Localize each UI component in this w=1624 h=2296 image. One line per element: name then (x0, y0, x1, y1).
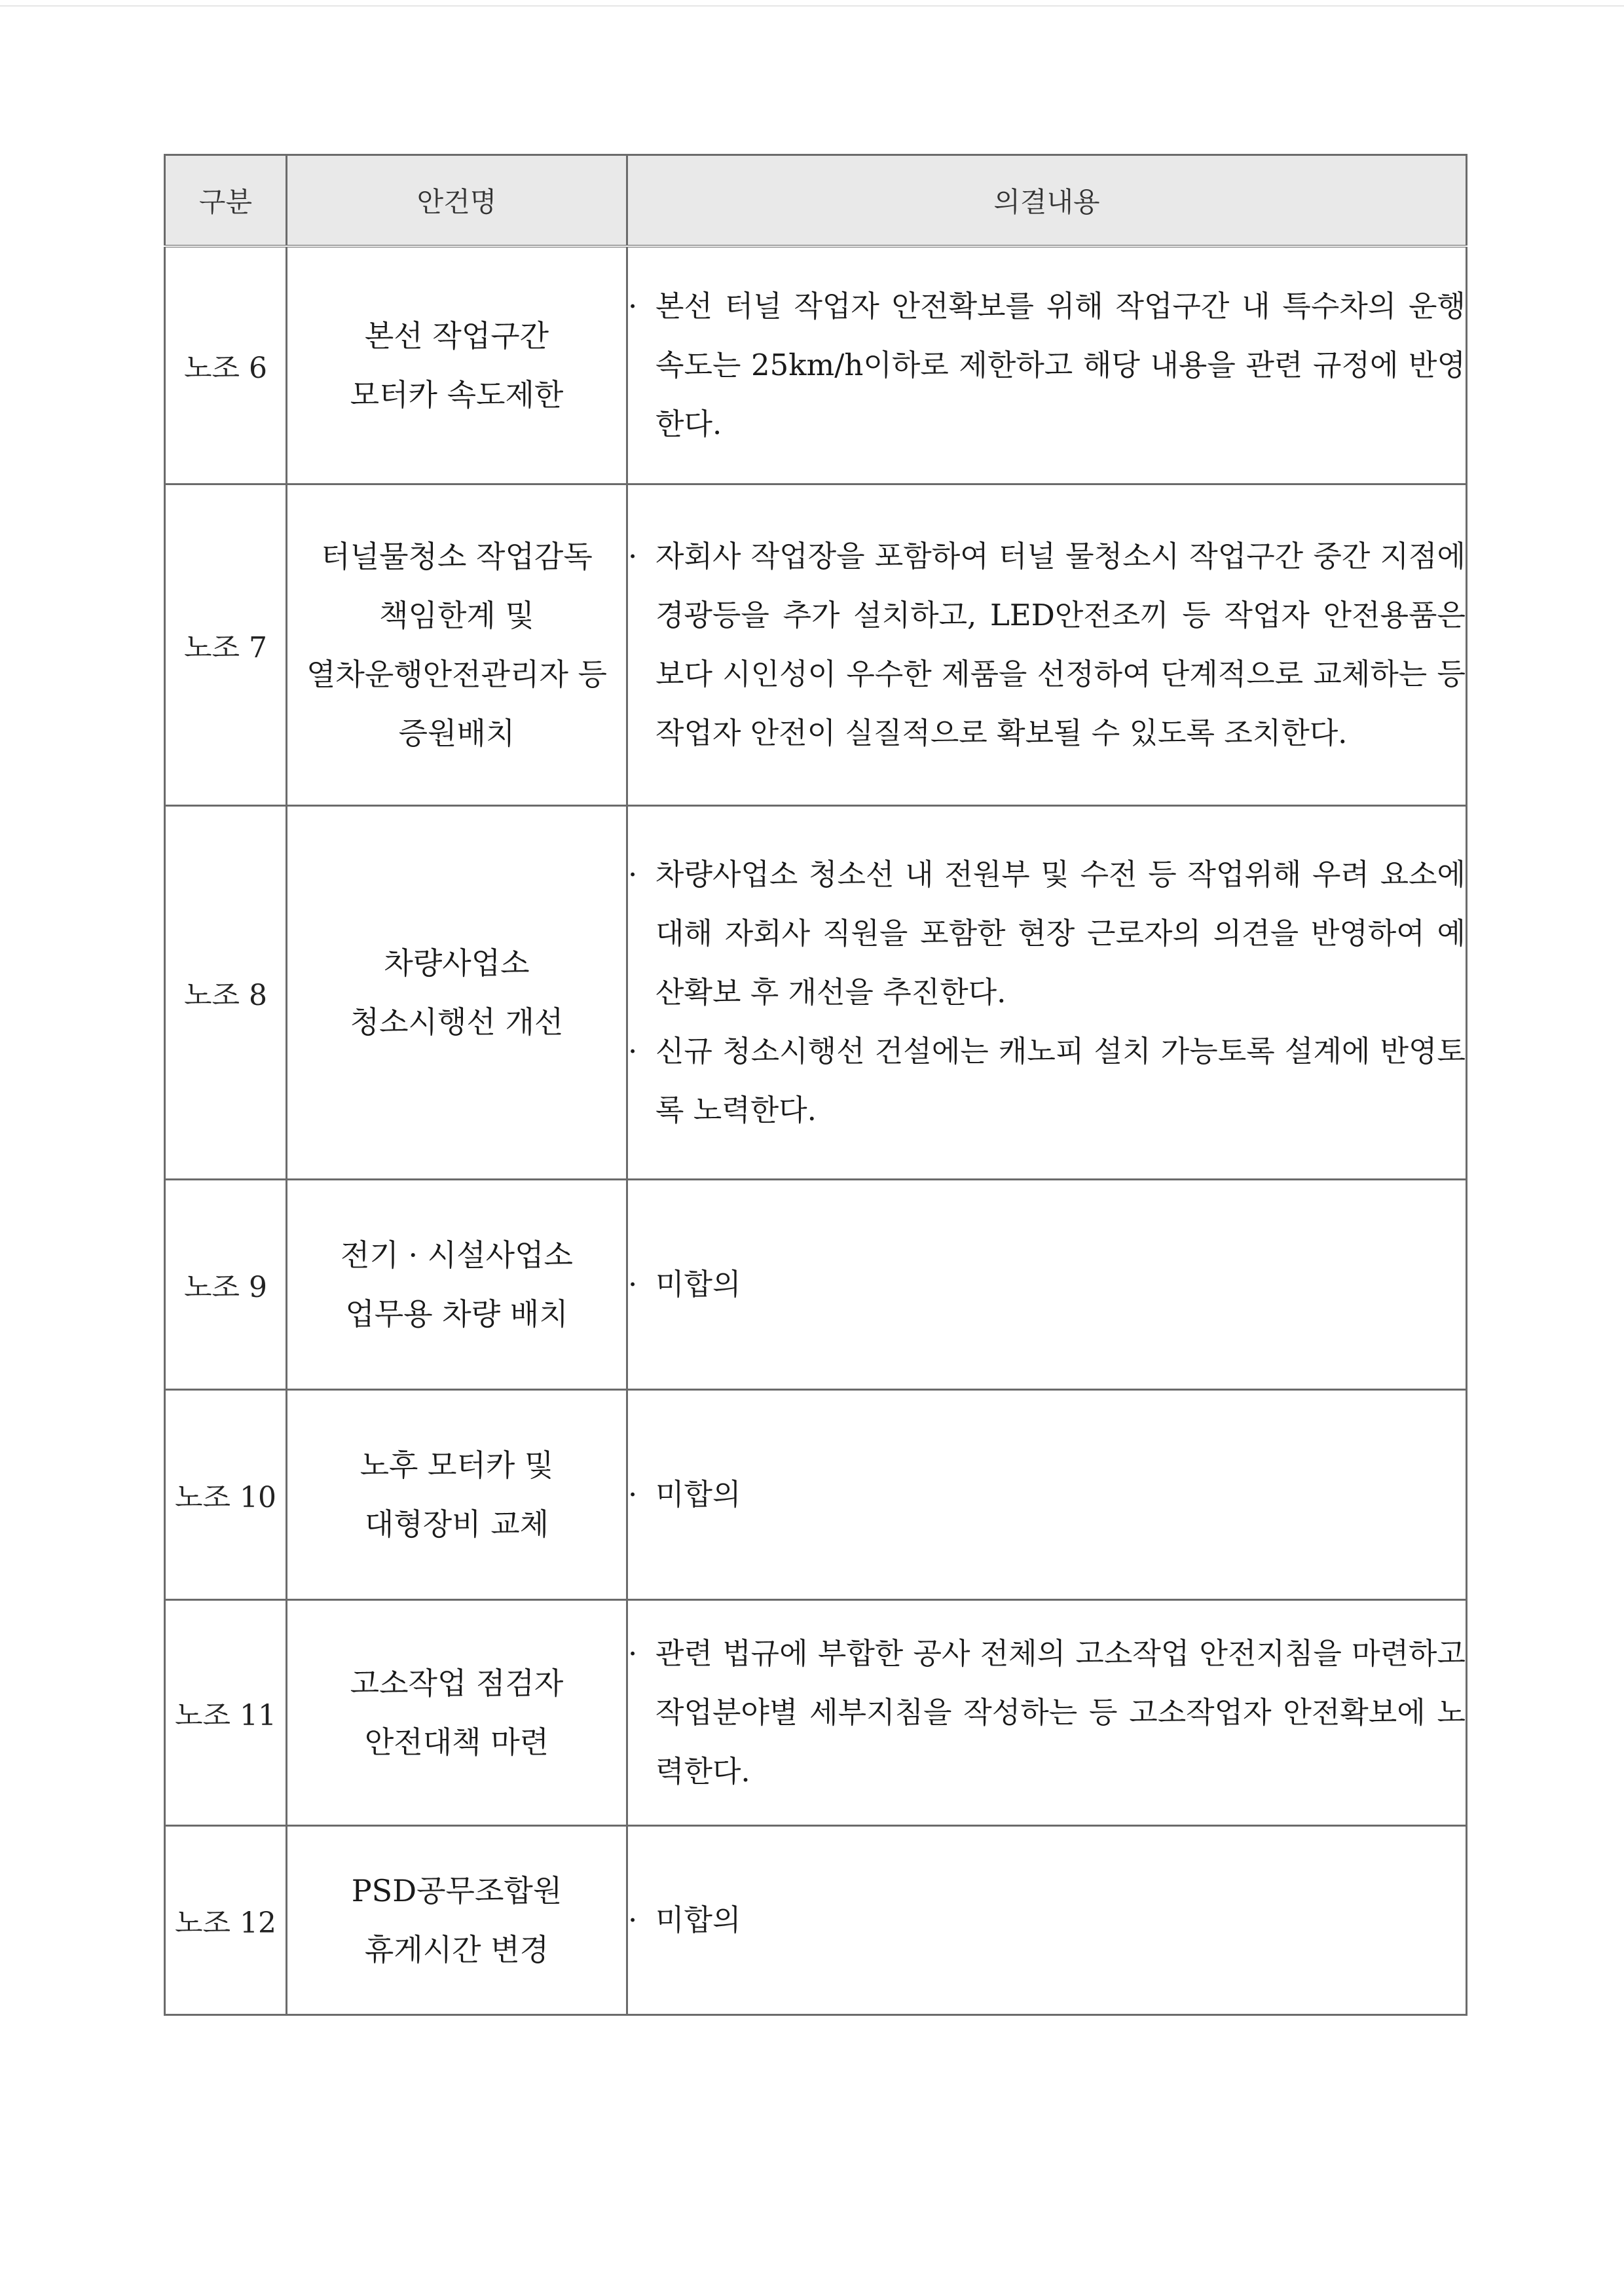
row-resolution (627, 484, 1467, 806)
resolution-table (164, 154, 1467, 2016)
agenda-line: 안전대책 마련 (364, 1724, 549, 1760)
bullet-mark: · (628, 1267, 638, 1302)
resolution-bullet (628, 277, 1466, 454)
bullet-text: 신규 청소시행선 건설에는 캐노피 설치 가능토록 설계에 반영토록 노력한다. (655, 1034, 1466, 1127)
agenda-line: 청소시행선 개선 (350, 1004, 564, 1040)
row-code: 노조 12 (165, 1826, 287, 2015)
bullet-text: 차량사업소 청소선 내 전원부 및 수전 등 작업위해 우려 요소에 대해 자회사 직원을 포함한 현장 근로자의 의견을 반영하여 예산확보 후 개선을 추진한다. (655, 857, 1466, 1010)
table-row (165, 484, 1467, 806)
agenda-line: 본선 작업구간 (364, 318, 549, 354)
bullet-text: 미합의 (655, 1267, 741, 1302)
table-row (165, 1180, 1467, 1390)
row-agenda (287, 1600, 627, 1826)
agenda-line: 책임한계 및 (379, 598, 534, 633)
bullet-text: 관련 법규에 부합한 공사 전체의 고소작업 안전지침을 마련하고 작업분야별 세부지침을 작성하는 등 고소작업자 안전확보에 노력한다. (655, 1636, 1466, 1789)
resolution-bullet (628, 845, 1466, 1022)
row-agenda (287, 1826, 627, 2015)
table-row (165, 1826, 1467, 2015)
agenda-line: 휴게시간 변경 (364, 1932, 549, 1967)
row-agenda (287, 246, 627, 484)
bullet-text: 자회사 작업장을 포함하여 터널 물청소시 작업구간 중간 지점에 경광등을 추가 설치하고, LED안전조끼 등 작업자 안전용품은 보다 시인성이 우수한 제품을 선정하여 단계적으로 교체하는 등 작업자 안전이 실질적으로 확보될 수 있도록 조치한다. (655, 539, 1466, 750)
resolution-bullet (628, 1255, 1466, 1314)
resolution-bullet (628, 1465, 1466, 1524)
agenda-line: 차량사업소 (384, 945, 530, 981)
agenda-line: 전기 · 시설사업소 (341, 1237, 573, 1273)
row-resolution (627, 246, 1467, 484)
agenda-line: PSD공무조합원 (351, 1873, 563, 1908)
row-code: 노조 10 (165, 1390, 287, 1600)
header-category: 구분 (165, 155, 287, 247)
bullet-text: 본선 터널 작업자 안전확보를 위해 작업구간 내 특수차의 운행속도는 25km/h이하로 제한하고 해당 내용을 관련 규정에 반영한다. (655, 289, 1466, 441)
agenda-line: 터널물청소 작업감독 (321, 539, 593, 574)
table-row (165, 1600, 1467, 1826)
bullet-mark: · (628, 539, 638, 574)
resolution-bullet (628, 527, 1466, 763)
header-resolution: 의결내용 (627, 155, 1467, 247)
resolution-bullet (628, 1891, 1466, 1950)
agenda-line: 열차운행안전관리자 등 (306, 657, 607, 692)
bullet-mark: · (628, 1903, 638, 1937)
table-header-row (165, 155, 1467, 247)
row-agenda (287, 1180, 627, 1390)
row-resolution (627, 806, 1467, 1180)
resolution-bullet (628, 1022, 1466, 1140)
bullet-mark: · (628, 857, 638, 892)
bullet-text: 미합의 (655, 1477, 741, 1512)
bullet-mark: · (628, 1034, 638, 1068)
row-agenda (287, 484, 627, 806)
agenda-line: 대형장비 교체 (364, 1506, 549, 1542)
agenda-line: 고소작업 점검자 (350, 1666, 564, 1701)
table-row (165, 246, 1467, 484)
row-resolution (627, 1600, 1467, 1826)
bullet-mark: · (628, 1636, 638, 1671)
table-row (165, 1390, 1467, 1600)
row-code: 노조 8 (165, 806, 287, 1180)
agenda-line: 업무용 차량 배치 (345, 1296, 568, 1332)
bullet-mark: · (628, 289, 638, 323)
agenda-line: 노후 모터카 및 (360, 1448, 554, 1483)
agenda-line: 모터카 속도제한 (350, 377, 564, 412)
row-resolution (627, 1180, 1467, 1390)
bullet-mark: · (628, 1477, 638, 1512)
row-resolution (627, 1390, 1467, 1600)
header-agenda: 안건명 (287, 155, 627, 247)
agenda-line: 증원배치 (398, 716, 515, 751)
row-code: 노조 6 (165, 246, 287, 484)
row-code: 노조 11 (165, 1600, 287, 1826)
row-code: 노조 7 (165, 484, 287, 806)
row-code: 노조 9 (165, 1180, 287, 1390)
row-agenda (287, 806, 627, 1180)
row-resolution (627, 1826, 1467, 2015)
resolution-bullet (628, 1624, 1466, 1801)
scan-edge-line (0, 5, 1624, 7)
table-row (165, 806, 1467, 1180)
row-agenda (287, 1390, 627, 1600)
bullet-text: 미합의 (655, 1903, 741, 1937)
